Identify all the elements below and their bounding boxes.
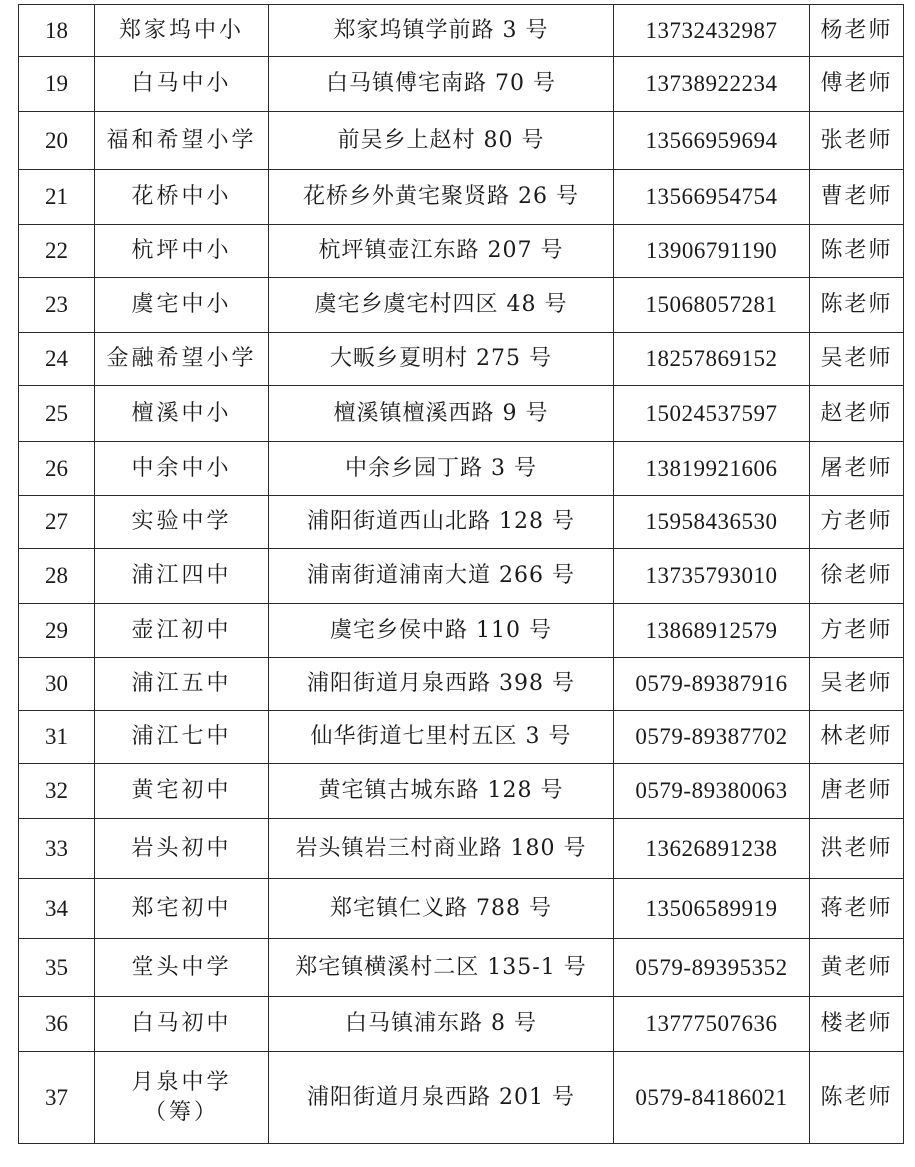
address-cell: 杭坪镇壶江东路 207 号: [269, 225, 614, 278]
row-number-cell: 36: [19, 997, 95, 1052]
phone-cell: 13777507636: [614, 997, 810, 1052]
school-name-line: 实验中学: [131, 509, 232, 534]
school-name-line: 中余中小: [131, 455, 232, 481]
school-name-cell: [95, 225, 269, 278]
school-contact-table-container: [18, 4, 904, 1144]
contact-cell: 陈老师: [810, 278, 904, 333]
contact-cell: 傅老师: [810, 57, 904, 112]
phone-cell: 13626891238: [614, 819, 810, 879]
phone-cell: 0579-89380063: [614, 764, 810, 819]
school-name-cell: [95, 442, 269, 496]
address-cell: 郑宅镇仁义路 788 号: [269, 879, 614, 939]
address-cell: 花桥乡外黄宅聚贤路 26 号: [269, 170, 614, 225]
phone-cell: 13566954754: [614, 170, 810, 225]
row-number-cell: 20: [19, 112, 95, 170]
contact-cell: 林老师: [810, 711, 904, 764]
contact-cell: 洪老师: [810, 819, 904, 879]
phone-cell: 18257869152: [614, 333, 810, 386]
row-number-cell: 30: [19, 658, 95, 711]
table-row: [19, 5, 904, 57]
school-name-cell: [95, 170, 269, 225]
school-name-cell: [95, 997, 269, 1052]
school-name-line: 福和希望小学: [106, 127, 257, 153]
table-row: [19, 939, 904, 997]
phone-cell: 13819921606: [614, 442, 810, 496]
school-name-cell: [95, 939, 269, 997]
row-number-cell: 21: [19, 170, 95, 225]
row-number-cell: 33: [19, 819, 95, 879]
table-row: [19, 604, 904, 658]
school-name-line: 郑宅初中: [131, 895, 232, 921]
table-row: [19, 997, 904, 1052]
school-name-cell: [95, 879, 269, 939]
school-name-cell: [95, 5, 269, 57]
phone-cell: 0579-89395352: [614, 939, 810, 997]
school-name-line: 白马初中: [131, 1011, 232, 1036]
phone-cell: 13738922234: [614, 57, 810, 112]
row-number-cell: 23: [19, 278, 95, 333]
contact-cell: 徐老师: [810, 549, 904, 604]
school-name-cell: [95, 496, 269, 549]
school-name-cell: [95, 819, 269, 879]
school-contact-table: [18, 4, 904, 1144]
phone-cell: 15068057281: [614, 278, 810, 333]
address-cell: 浦阳街道月泉西路 398 号: [269, 658, 614, 711]
school-name-cell: [95, 278, 269, 333]
phone-cell: 0579-89387702: [614, 711, 810, 764]
contact-cell: 方老师: [810, 604, 904, 658]
row-number-cell: 28: [19, 549, 95, 604]
school-name-line: 堂头中学: [131, 954, 232, 980]
table-row: [19, 170, 904, 225]
contact-cell: 蒋老师: [810, 879, 904, 939]
address-cell: 虞宅乡虞宅村四区 48 号: [269, 278, 614, 333]
phone-cell: 0579-84186021: [614, 1052, 810, 1144]
school-name-cell: [95, 112, 269, 170]
table-row: [19, 1052, 904, 1144]
contact-cell: 方老师: [810, 496, 904, 549]
phone-cell: 13506589919: [614, 879, 810, 939]
address-cell: 前吴乡上赵村 80 号: [269, 112, 614, 170]
table-row: [19, 879, 904, 939]
row-number-cell: 22: [19, 225, 95, 278]
table-row: [19, 57, 904, 112]
school-name-cell: [95, 386, 269, 442]
row-number-cell: 35: [19, 939, 95, 997]
school-name-line: 郑家坞中小: [118, 17, 244, 43]
school-name-line: 浦江四中: [131, 563, 232, 588]
school-name-line: （筹）: [143, 1099, 219, 1125]
contact-cell: 张老师: [810, 112, 904, 170]
table-row: [19, 386, 904, 442]
row-number-cell: 29: [19, 604, 95, 658]
address-cell: 浦阳街道月泉西路 201 号: [269, 1052, 614, 1144]
phone-cell: 13735793010: [614, 549, 810, 604]
school-name-line: 杭坪中小: [131, 238, 232, 263]
row-number-cell: 31: [19, 711, 95, 764]
contact-cell: 赵老师: [810, 386, 904, 442]
row-number-cell: 25: [19, 386, 95, 442]
address-cell: 仙华街道七里村五区 3 号: [269, 711, 614, 764]
school-name-line: 岩头初中: [131, 835, 232, 861]
address-cell: 岩头镇岩三村商业路 180 号: [269, 819, 614, 879]
address-cell: 白马镇傅宅南路 70 号: [269, 57, 614, 112]
school-name-cell: [95, 711, 269, 764]
address-cell: 虞宅乡侯中路 110 号: [269, 604, 614, 658]
row-number-cell: 32: [19, 764, 95, 819]
contact-cell: 曹老师: [810, 170, 904, 225]
address-cell: 大畈乡夏明村 275 号: [269, 333, 614, 386]
school-name-cell: [95, 604, 269, 658]
school-name-cell: [95, 658, 269, 711]
table-row: [19, 764, 904, 819]
school-name-line: 壶江初中: [131, 617, 232, 643]
contact-cell: 吴老师: [810, 333, 904, 386]
table-body: [19, 5, 904, 1144]
phone-cell: 13732432987: [614, 5, 810, 57]
school-name-line: 月泉中学: [131, 1069, 232, 1095]
table-row: [19, 711, 904, 764]
school-name-cell: [95, 1052, 269, 1144]
table-row: [19, 112, 904, 170]
address-cell: 郑家坞镇学前路 3 号: [269, 5, 614, 57]
school-name-line: 檀溪中小: [131, 400, 232, 426]
school-name-line: 浦江五中: [131, 671, 232, 696]
contact-cell: 陈老师: [810, 225, 904, 278]
table-row: [19, 658, 904, 711]
phone-cell: 15024537597: [614, 386, 810, 442]
school-name-line: 花桥中小: [131, 184, 232, 209]
contact-cell: 楼老师: [810, 997, 904, 1052]
table-row: [19, 225, 904, 278]
school-name-line: 金融希望小学: [106, 346, 257, 371]
address-cell: 黄宅镇古城东路 128 号: [269, 764, 614, 819]
address-cell: 郑宅镇横溪村二区 135-1 号: [269, 939, 614, 997]
address-cell: 中余乡园丁路 3 号: [269, 442, 614, 496]
address-cell: 浦南街道浦南大道 266 号: [269, 549, 614, 604]
contact-cell: 唐老师: [810, 764, 904, 819]
school-name-cell: [95, 549, 269, 604]
school-name-line: 虞宅中小: [131, 292, 232, 317]
contact-cell: 陈老师: [810, 1052, 904, 1144]
row-number-cell: 24: [19, 333, 95, 386]
table-row: [19, 333, 904, 386]
address-cell: 檀溪镇檀溪西路 9 号: [269, 386, 614, 442]
row-number-cell: 27: [19, 496, 95, 549]
school-name-cell: [95, 764, 269, 819]
phone-cell: 15958436530: [614, 496, 810, 549]
row-number-cell: 18: [19, 5, 95, 57]
table-row: [19, 496, 904, 549]
table-row: [19, 819, 904, 879]
table-row: [19, 549, 904, 604]
table-row: [19, 278, 904, 333]
school-name-line: 浦江七中: [131, 724, 232, 749]
contact-cell: 屠老师: [810, 442, 904, 496]
school-name-cell: [95, 333, 269, 386]
school-name-line: 白马中小: [131, 71, 232, 96]
row-number-cell: 37: [19, 1052, 95, 1144]
phone-cell: 13906791190: [614, 225, 810, 278]
school-name-line: 黄宅初中: [131, 778, 232, 803]
contact-cell: 吴老师: [810, 658, 904, 711]
address-cell: 白马镇浦东路 8 号: [269, 997, 614, 1052]
row-number-cell: 19: [19, 57, 95, 112]
contact-cell: 杨老师: [810, 5, 904, 57]
address-cell: 浦阳街道西山北路 128 号: [269, 496, 614, 549]
school-name-cell: [95, 57, 269, 112]
phone-cell: 0579-89387916: [614, 658, 810, 711]
phone-cell: 13566959694: [614, 112, 810, 170]
phone-cell: 13868912579: [614, 604, 810, 658]
row-number-cell: 26: [19, 442, 95, 496]
table-row: [19, 442, 904, 496]
row-number-cell: 34: [19, 879, 95, 939]
contact-cell: 黄老师: [810, 939, 904, 997]
